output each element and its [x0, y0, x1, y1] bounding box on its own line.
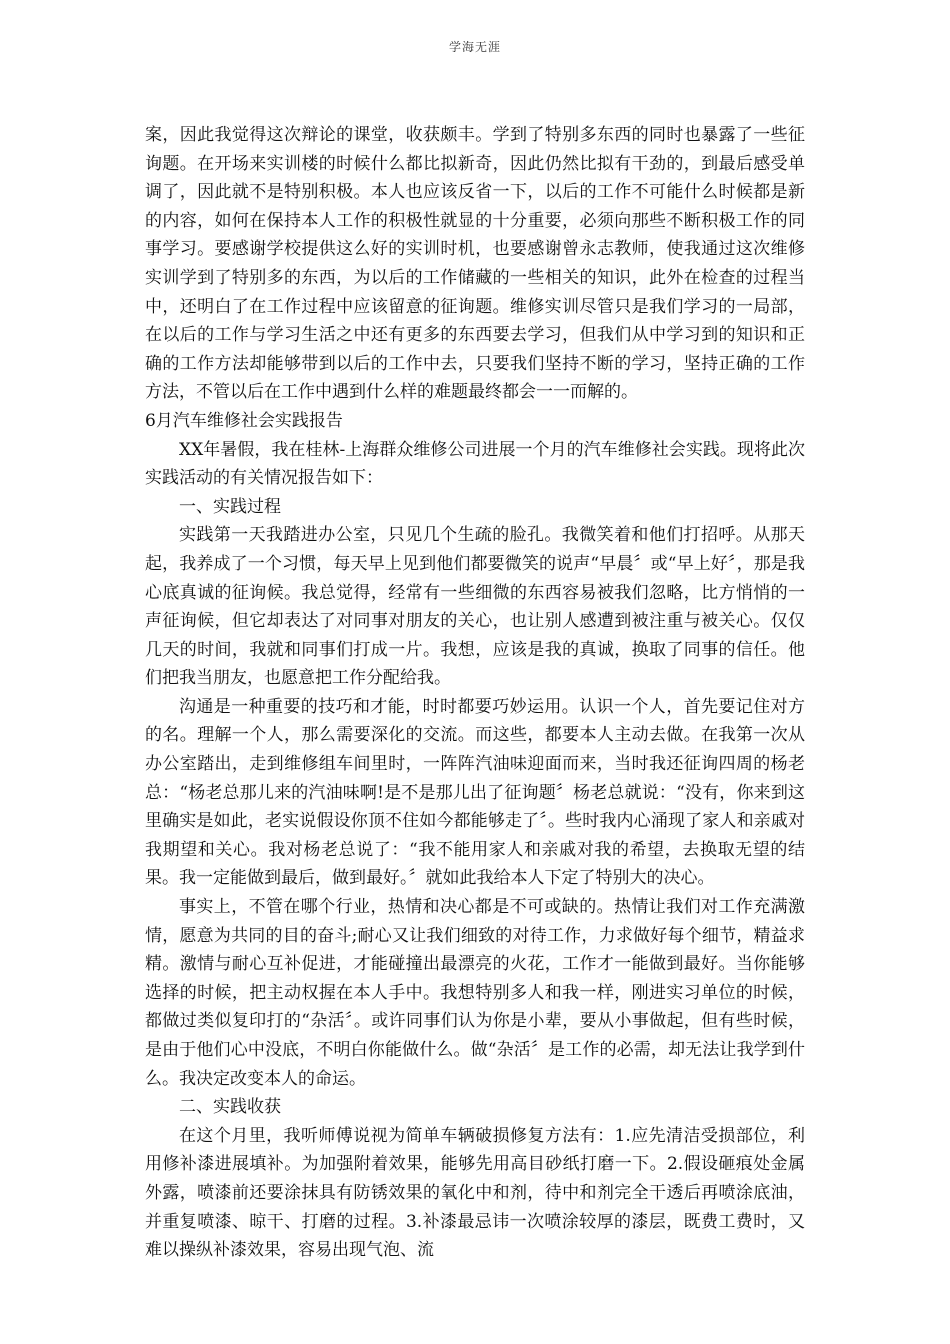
- paragraph-repair-methods: 在这个月里，我听师傅说视为简单车辆破损修复方法有：1.应先清洁受损部位，利用修补漆进展填补。为加强附着效果，能够先用高目砂纸打磨一下。2.假设砸痕处金属外露，喷漆前还要涂抹具有防锈效果的氧化中和剂，待中和剂完全干透后再喷涂底油，并重复喷漆、晾干、打磨的过程。3.补漆最忌讳一次喷涂较厚的漆层，既费工费时，又难以操纵补漆效果，容易出现气泡、流: [145, 1125, 805, 1261]
- document-body: [145, 121, 805, 1265]
- paragraph-communication: 沟通是一种重要的技巧和才能，时时都要巧妙运用。认识一个人，首先要记住对方的名。理解一个人，那么需要深化的交流。而这些，都要本人主动去做。在我第一次从办公室踏出，走到维修组车间里时，一阵阵汽油味迎面而来，当时我还征询四周的杨老总：“杨老总那儿来的汽油味啊!是不是那儿出了征询题〞杨老总就说：“没有，你来到这里确实是如此，老实说假设你顶不住如今都能够走了〞。些时我内心涌现了家人和亲戚对我期望和关心。我对杨老总说了：“我不能用家人和亲戚对我的希望，去换取无望的结果。我一定能做到最后，做到最好。〞就如此我给本人下定了特别大的决心。: [145, 696, 805, 889]
- section-heading-process: 一、实践过程: [179, 496, 281, 517]
- report-title: 6月汽车维修社会实践报告: [145, 410, 343, 431]
- section-heading-gains: 二、实践收获: [179, 1097, 281, 1118]
- paragraph-intro: XX年暑假，我在桂林-上海群众维修公司进展一个月的汽车维修社会实践。现将此次实践活动的有关情况报告如下：: [145, 439, 805, 489]
- paragraph-continuation: 案，因此我觉得这次辩论的课堂，收获颇丰。学到了特别多东西的同时也暴露了一些征询题。在开场来实训楼的时候什么都比拟新奇，因此仍然比拟有干劲的，到最后感受单调了，因此就不是特别积极。本人也应该反省一下，以后的工作不可能什么时候都是新的内容，如何在保持本人工作的积极性就显的十分重要，必须向那些不断积极工作的同事学习。要感谢学校提供这么好的实训时机，也要感谢曾永志教师，使我通过这次维修实训学到了特别多的东西，为以后的工作储藏的一些相关的知识，此外在检查的过程当中，还明白了在工作过程中应该留意的征询题。维修实训尽管只是我们学习的一局部，在以后的工作与学习生活之中还有更多的东西要去学习，但我们从中学习到的知识和正确的工作方法却能够带到以后的工作中去，只要我们坚持不断的学习，坚持正确的工作方法，不管以后在工作中遇到什么样的难题最终都会一一而解的。: [145, 125, 805, 403]
- paragraph-first-day: 实践第一天我踏进办公室，只见几个生疏的脸孔。我微笑着和他们打招呼。从那天起，我养成了一个习惯，每天早上见到他们都要微笑的说声“早晨〞或“早上好〞，那是我心底真诚的征询候。我总觉得，经常有一些细微的东西容易被我们忽略，比方悄悄的一声征询候，但它却表达了对同事对朋友的关心，也让别人感遭到被注重与被关心。仅仅几天的时间，我就和同事们打成一片。我想，应该是我的真诚，换取了同事的信任。他们把我当朋友，也愿意把工作分配给我。: [145, 525, 805, 689]
- page-header: 学海无涯: [448, 40, 501, 54]
- paragraph-passion: 事实上，不管在哪个行业，热情和决心都是不可或缺的。热情让我们对工作充满激情，愿意为共同的目的奋斗;耐心又让我们细致的对待工作，力求做好每个细节，精益求精。激情与耐心互补促进，才能碰撞出最漂亮的火花，工作才一能做到最好。当你能够选择的时候，把主动权握在本人手中。我想特别多人和我一样，刚进实习单位的时候，都做过类似复印打的“杂活〞。或许同事们认为你是小辈，要从小事做起，但有些时候，是由于他们心中没底，不明白你能做什么。做“杂活〞是工作的必需，却无法让我学到什么。我决定改变本人的命运。: [145, 897, 805, 1089]
